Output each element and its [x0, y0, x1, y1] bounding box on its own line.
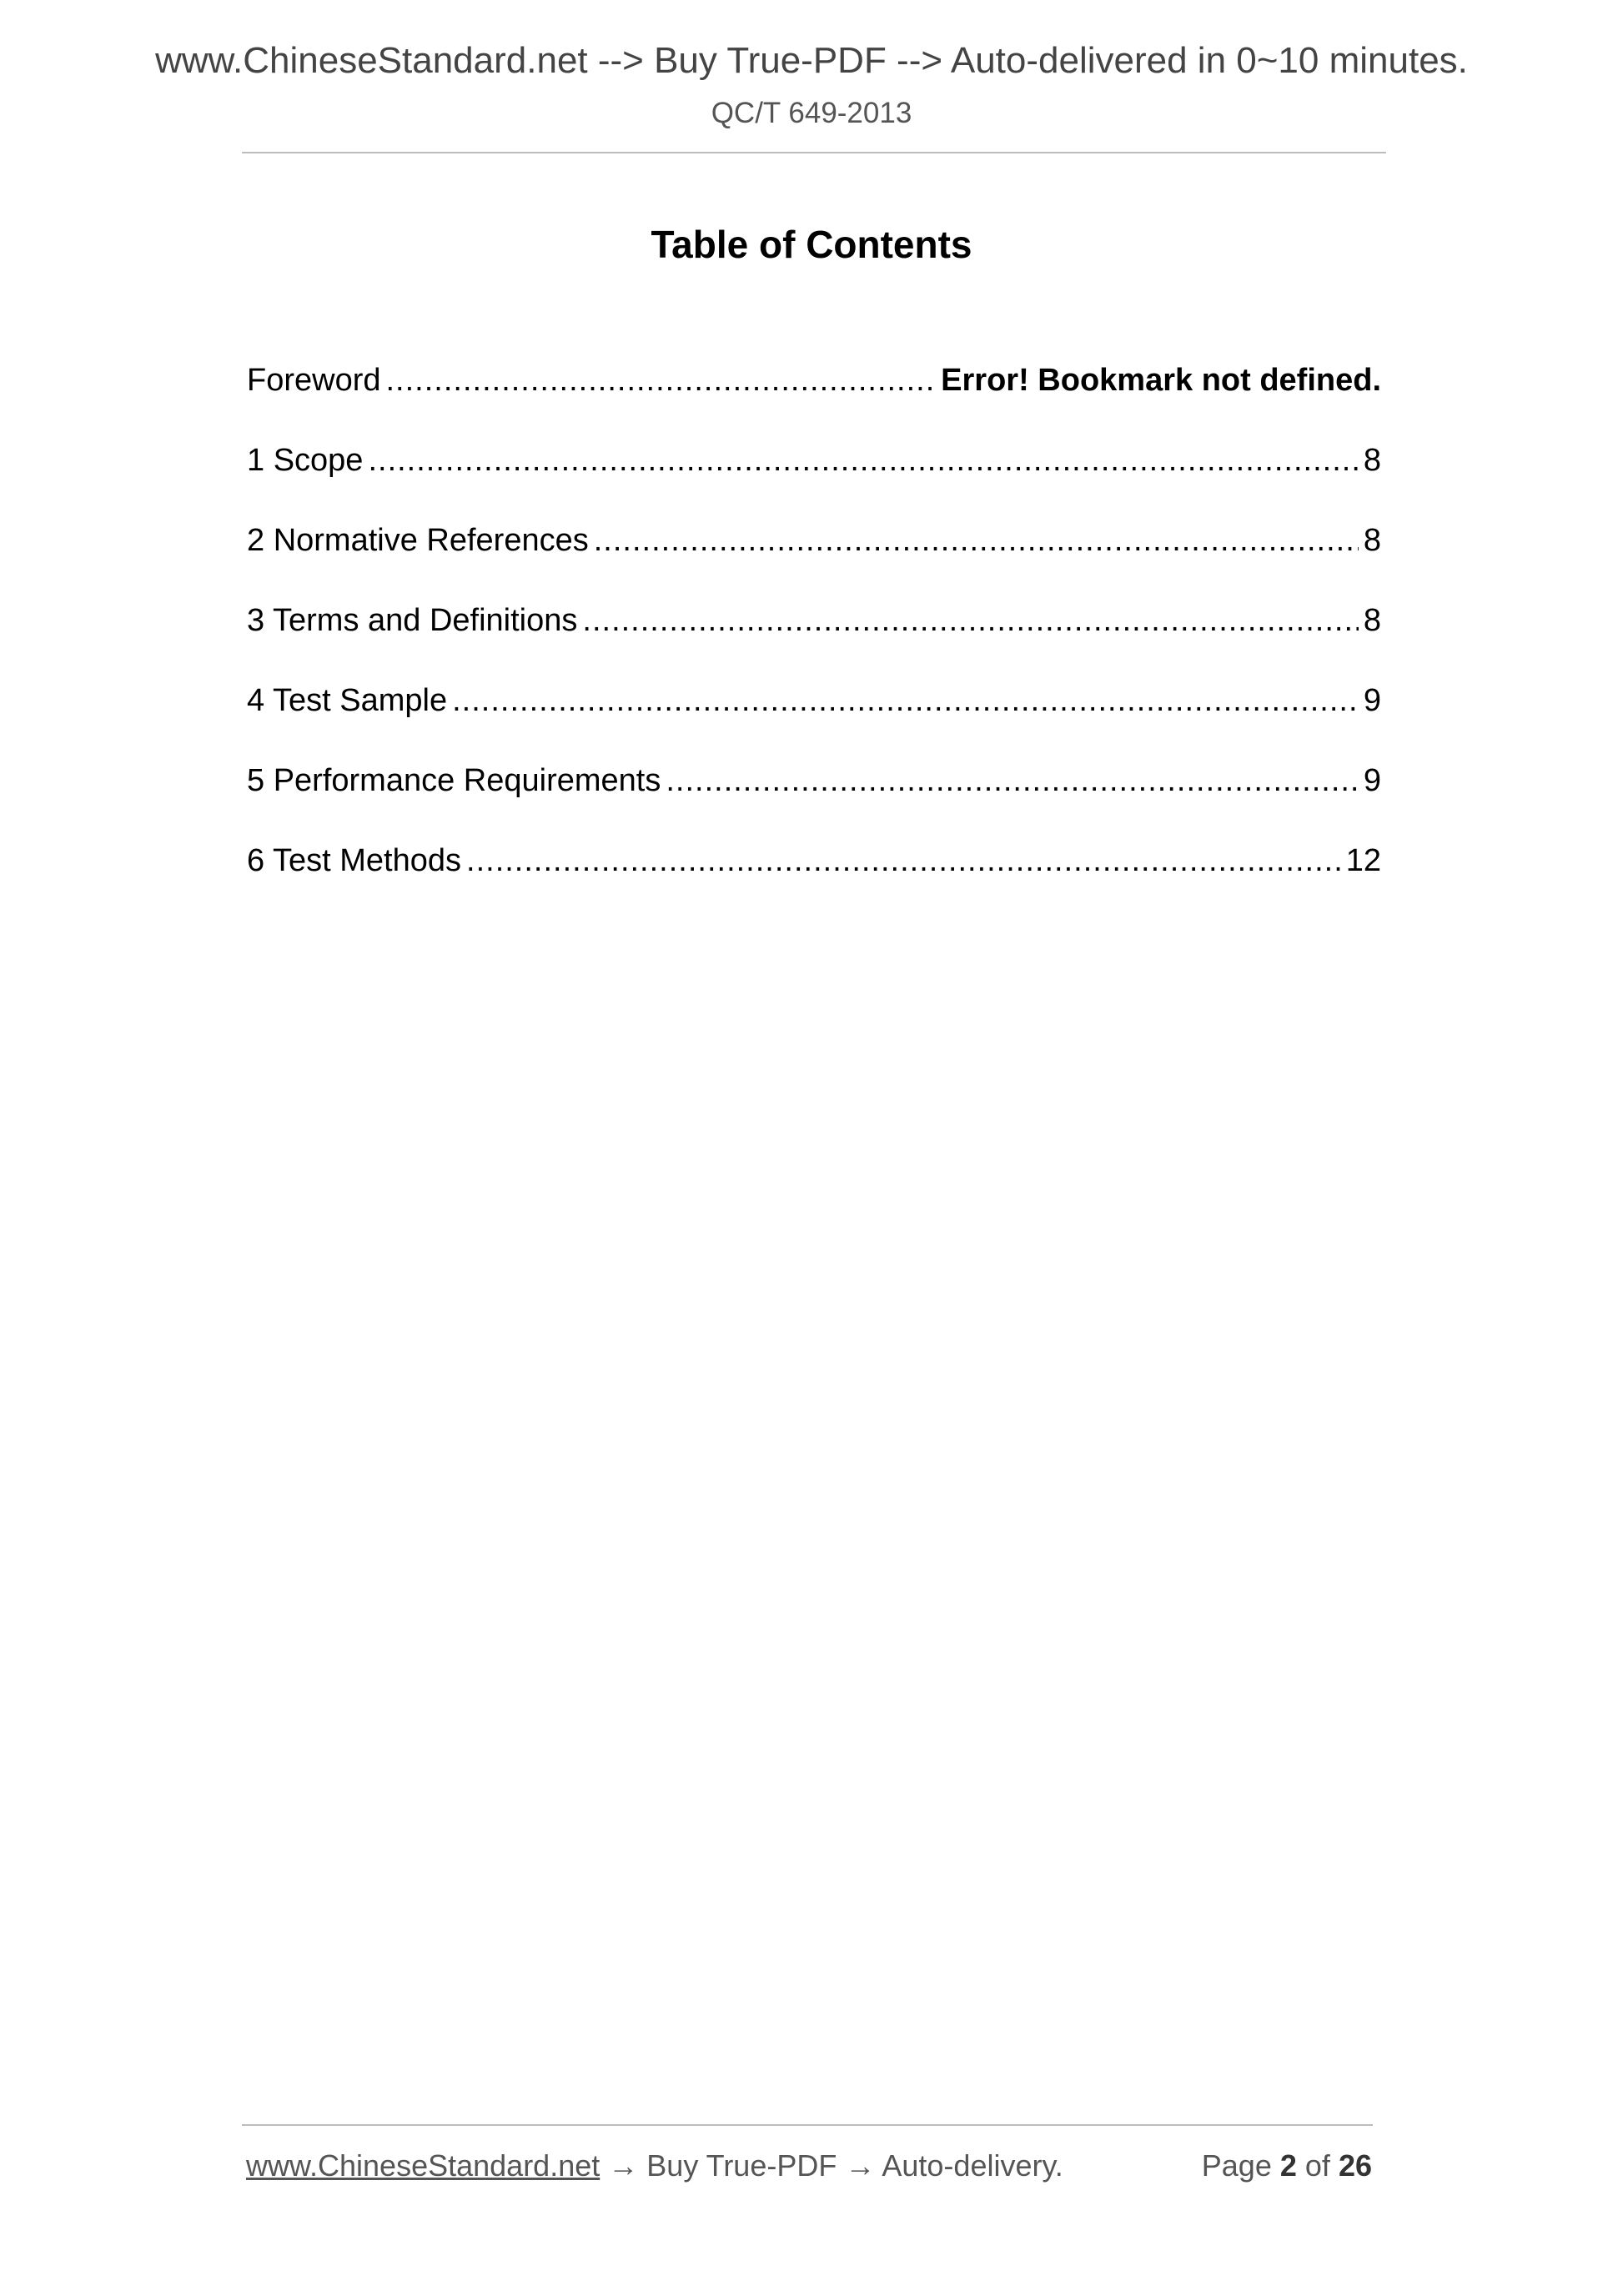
footer-buy-text: Buy True-PDF [646, 2148, 837, 2183]
toc-title: Table of Contents [651, 223, 972, 266]
of-word: of [1304, 2148, 1330, 2183]
header-banner: www.ChineseStandard.net --> Buy True-PDF --> Auto-delivered in 0~10 minutes. [155, 40, 1468, 81]
document-number: QC/T 649-2013 [711, 97, 912, 129]
toc-entry-label: 5 Performance Requirements [247, 763, 661, 798]
toc-entry-label: Foreword [247, 363, 381, 398]
toc-entry-page: 8 [1363, 523, 1381, 558]
toc-entry-page: 9 [1363, 683, 1381, 718]
arrow-right-icon: → [608, 2148, 639, 2183]
toc-entry-page: 8 [1363, 603, 1381, 638]
header-divider [242, 152, 1386, 153]
page-footer [246, 2148, 1372, 2192]
table-of-contents [247, 359, 1381, 919]
footer-site-link[interactable]: www.ChineseStandard.net [246, 2148, 600, 2183]
page-word: Page [1201, 2148, 1272, 2183]
toc-leader-dots [466, 839, 1341, 882]
toc-entry-page: 8 [1363, 443, 1381, 478]
toc-leader-dots [582, 599, 1358, 642]
toc-entry-label: 3 Terms and Definitions [247, 603, 578, 638]
toc-entry-test-sample[interactable] [247, 679, 1381, 759]
toc-entry-test-methods[interactable] [247, 839, 1381, 919]
toc-entry-terms-and-definitions[interactable] [247, 599, 1381, 679]
toc-entry-page: Error! Bookmark not defined. [941, 363, 1381, 398]
page-indicator [1202, 2148, 1372, 2183]
toc-leader-dots [594, 519, 1359, 562]
toc-entry-page: 12 [1345, 843, 1381, 878]
footer-delivery-text: Auto-delivery. [882, 2148, 1063, 2183]
toc-entry-scope[interactable] [247, 439, 1381, 519]
toc-entry-normative-references[interactable] [247, 519, 1381, 599]
total-page-count: 26 [1338, 2148, 1372, 2183]
toc-entry-page: 9 [1363, 763, 1381, 798]
toc-entry-foreword[interactable] [247, 359, 1381, 439]
arrow-right-icon: → [845, 2148, 876, 2183]
current-page-number: 2 [1279, 2148, 1297, 2183]
toc-entry-label: 6 Test Methods [247, 843, 462, 878]
toc-leader-dots [386, 359, 937, 402]
footer-divider [242, 2124, 1373, 2126]
toc-leader-dots [666, 759, 1359, 802]
toc-entry-performance-requirements[interactable] [247, 759, 1381, 839]
toc-entry-label: 4 Test Sample [247, 683, 448, 718]
toc-entry-label: 1 Scope [247, 443, 364, 478]
toc-leader-dots [452, 679, 1359, 722]
toc-entry-label: 2 Normative References [247, 523, 589, 558]
footer-promo [246, 2148, 1063, 2183]
toc-leader-dots [368, 439, 1358, 482]
